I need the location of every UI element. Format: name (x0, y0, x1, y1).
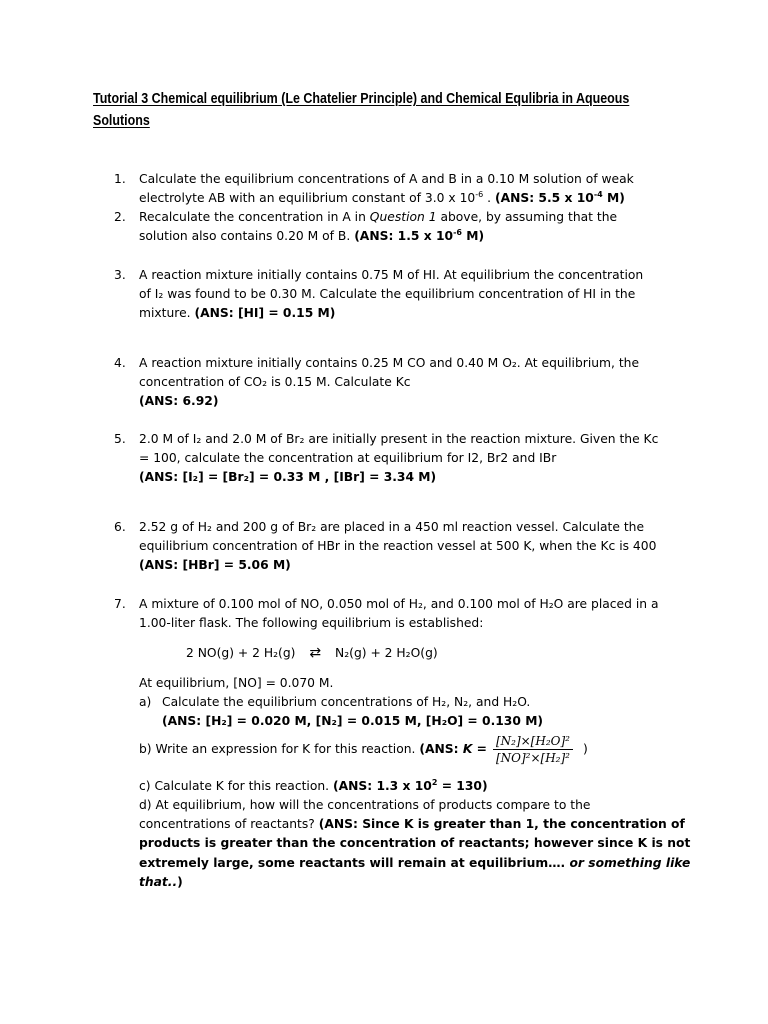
answer-text: (ANS: 1.3 x 10 (332, 779, 432, 793)
question-text: concentration of CO₂ is 0.15 M. Calculate Kc (139, 375, 411, 390)
part-d-answer: or something like (569, 855, 691, 870)
part-c-answer (333, 779, 488, 793)
part-a-label: a) (139, 695, 152, 709)
part-d-text: concentrations of reactants? (139, 817, 319, 832)
equation-products: N₂(g) + 2 H₂O(g) (335, 646, 438, 660)
question-number: 3. (114, 268, 126, 282)
question-text: 1.00-liter flask. The following equilibrium is established: (139, 616, 484, 631)
part-d-answer: that.. (139, 874, 178, 889)
question-number: 6. (114, 520, 126, 534)
equilibrium-arrow-icon: ⇄ (309, 645, 322, 661)
answer-text: = (472, 742, 487, 756)
question-text: 2.0 M of I₂ and 2.0 M of Br₂ are initially present in the reaction mixture. Given the Kc (139, 432, 659, 446)
question-number: 1. (114, 172, 126, 186)
question-text: above, by assuming that the (436, 210, 618, 224)
question-text: A reaction mixture initially contains 0.25 M CO and 0.40 M O₂. At equilibrium, the (139, 356, 640, 370)
question-5 (114, 430, 674, 488)
exponent: -4 (593, 190, 603, 200)
question-text: of I₂ was found to be 0.30 M. Calculate the equilibrium concentration of HI in the (139, 287, 636, 302)
answer (495, 191, 625, 205)
closing-paren: ) (582, 742, 588, 756)
part-d-text: d) At equilibrium, how will the concentrations of products compare to the (139, 798, 591, 812)
answer (354, 229, 484, 243)
question-text: equilibrium concentration of HBr in the reaction vessel at 500 K, when the Kc is 400 (139, 539, 657, 554)
answer: (ANS: [HI] = 0.15 M) (194, 306, 336, 321)
given-condition: At equilibrium, [NO] = 0.070 M. (139, 676, 334, 690)
fraction-numerator: [N₂]×[H₂O]² (493, 734, 573, 750)
k-expression-fraction (493, 734, 573, 765)
question-6 (114, 518, 674, 576)
part-d (139, 796, 690, 892)
fraction-denominator: [NO]²×[H₂]² (495, 751, 570, 765)
question-text: mixture. (139, 306, 195, 321)
part-b-answer (419, 742, 487, 756)
answer: (ANS: [I₂] = [Br₂] = 0.33 M , [IBr] = 3.34 M) (139, 470, 437, 485)
part-c-text: c) Calculate K for this reaction. (139, 779, 333, 793)
question-text: electrolyte AB with an equilibrium constant of 3.0 x 10 (139, 191, 476, 206)
question-text: 2.52 g of H₂ and 200 g of Br₂ are placed in a 450 ml reaction vessel. Calculate the (139, 520, 645, 534)
question-number: 4. (114, 356, 126, 370)
part-d-answer: extremely large, some reactants will remain at equilibrium…. (139, 855, 570, 870)
page-title (93, 88, 630, 132)
question-text: A mixture of 0.100 mol of NO, 0.050 mol of H₂, and 0.100 mol of H₂O are placed in a (139, 597, 659, 611)
answer-text: (ANS: 5.5 x 10 (494, 191, 594, 206)
question-3 (114, 266, 674, 324)
title-line-1: Tutorial 3 Chemical equilibrium (Le Chatelier Principle) and Chemical Equlibria in Aqueous (93, 91, 630, 107)
question-1 (114, 170, 674, 208)
question-7 (114, 595, 674, 633)
exponent: -6 (475, 190, 484, 200)
question-text: Calculate the equilibrium concentrations of A and B in a 0.10 M solution of weak (139, 172, 634, 186)
part-a-answer: (ANS: [H₂] = 0.020 M, [N₂] = 0.015 M, [H₂O] = 0.130 M) (162, 714, 544, 728)
reaction-equation (186, 645, 438, 661)
part-b-text: b) Write an expression for K for this reaction. (139, 742, 420, 756)
answer-text: = 130) (437, 779, 488, 793)
part-a-text: Calculate the equilibrium concentrations of H₂, N₂, and H₂O. (162, 695, 531, 709)
part-d-answer: products is greater than the concentration of reactants; however since K is not (139, 836, 691, 851)
equation-reactants: 2 NO(g) + 2 H₂(g) (186, 646, 296, 660)
answer-text: M) (602, 191, 625, 206)
question-text: A reaction mixture initially contains 0.75 M of HI. At equilibrium the concentration (139, 268, 644, 282)
question-text: Recalculate the concentration in A in (139, 210, 370, 224)
answer-text: (ANS: (419, 742, 463, 756)
part-c (139, 777, 488, 796)
question-text: = 100, calculate the concentration at equilibrium for I2, Br2 and IBr (139, 451, 557, 466)
answer: (ANS: [HBr] = 5.06 M) (139, 558, 291, 573)
question-text: . (483, 191, 495, 206)
answer-text: K (462, 742, 473, 756)
part-d-answer: ) (177, 874, 183, 889)
question-number: 5. (114, 432, 126, 446)
question-2 (114, 208, 674, 246)
answer-text: M) (461, 229, 485, 244)
question-text: solution also contains 0.20 M of B. (139, 229, 355, 244)
question-reference: Question 1 (369, 210, 437, 224)
answer-text: (ANS: 1.5 x 10 (354, 229, 454, 244)
title-line-2: Solutions (93, 113, 150, 129)
exponent: -6 (453, 228, 462, 238)
question-number: 2. (114, 210, 126, 224)
answer: (ANS: 6.92) (139, 394, 219, 409)
part-b (139, 734, 588, 765)
question-4 (114, 354, 674, 412)
exponent: 2 (431, 778, 438, 787)
part-d-answer: (ANS: Since K is greater than 1, the concentration of (318, 817, 685, 832)
question-number: 7. (114, 597, 126, 611)
